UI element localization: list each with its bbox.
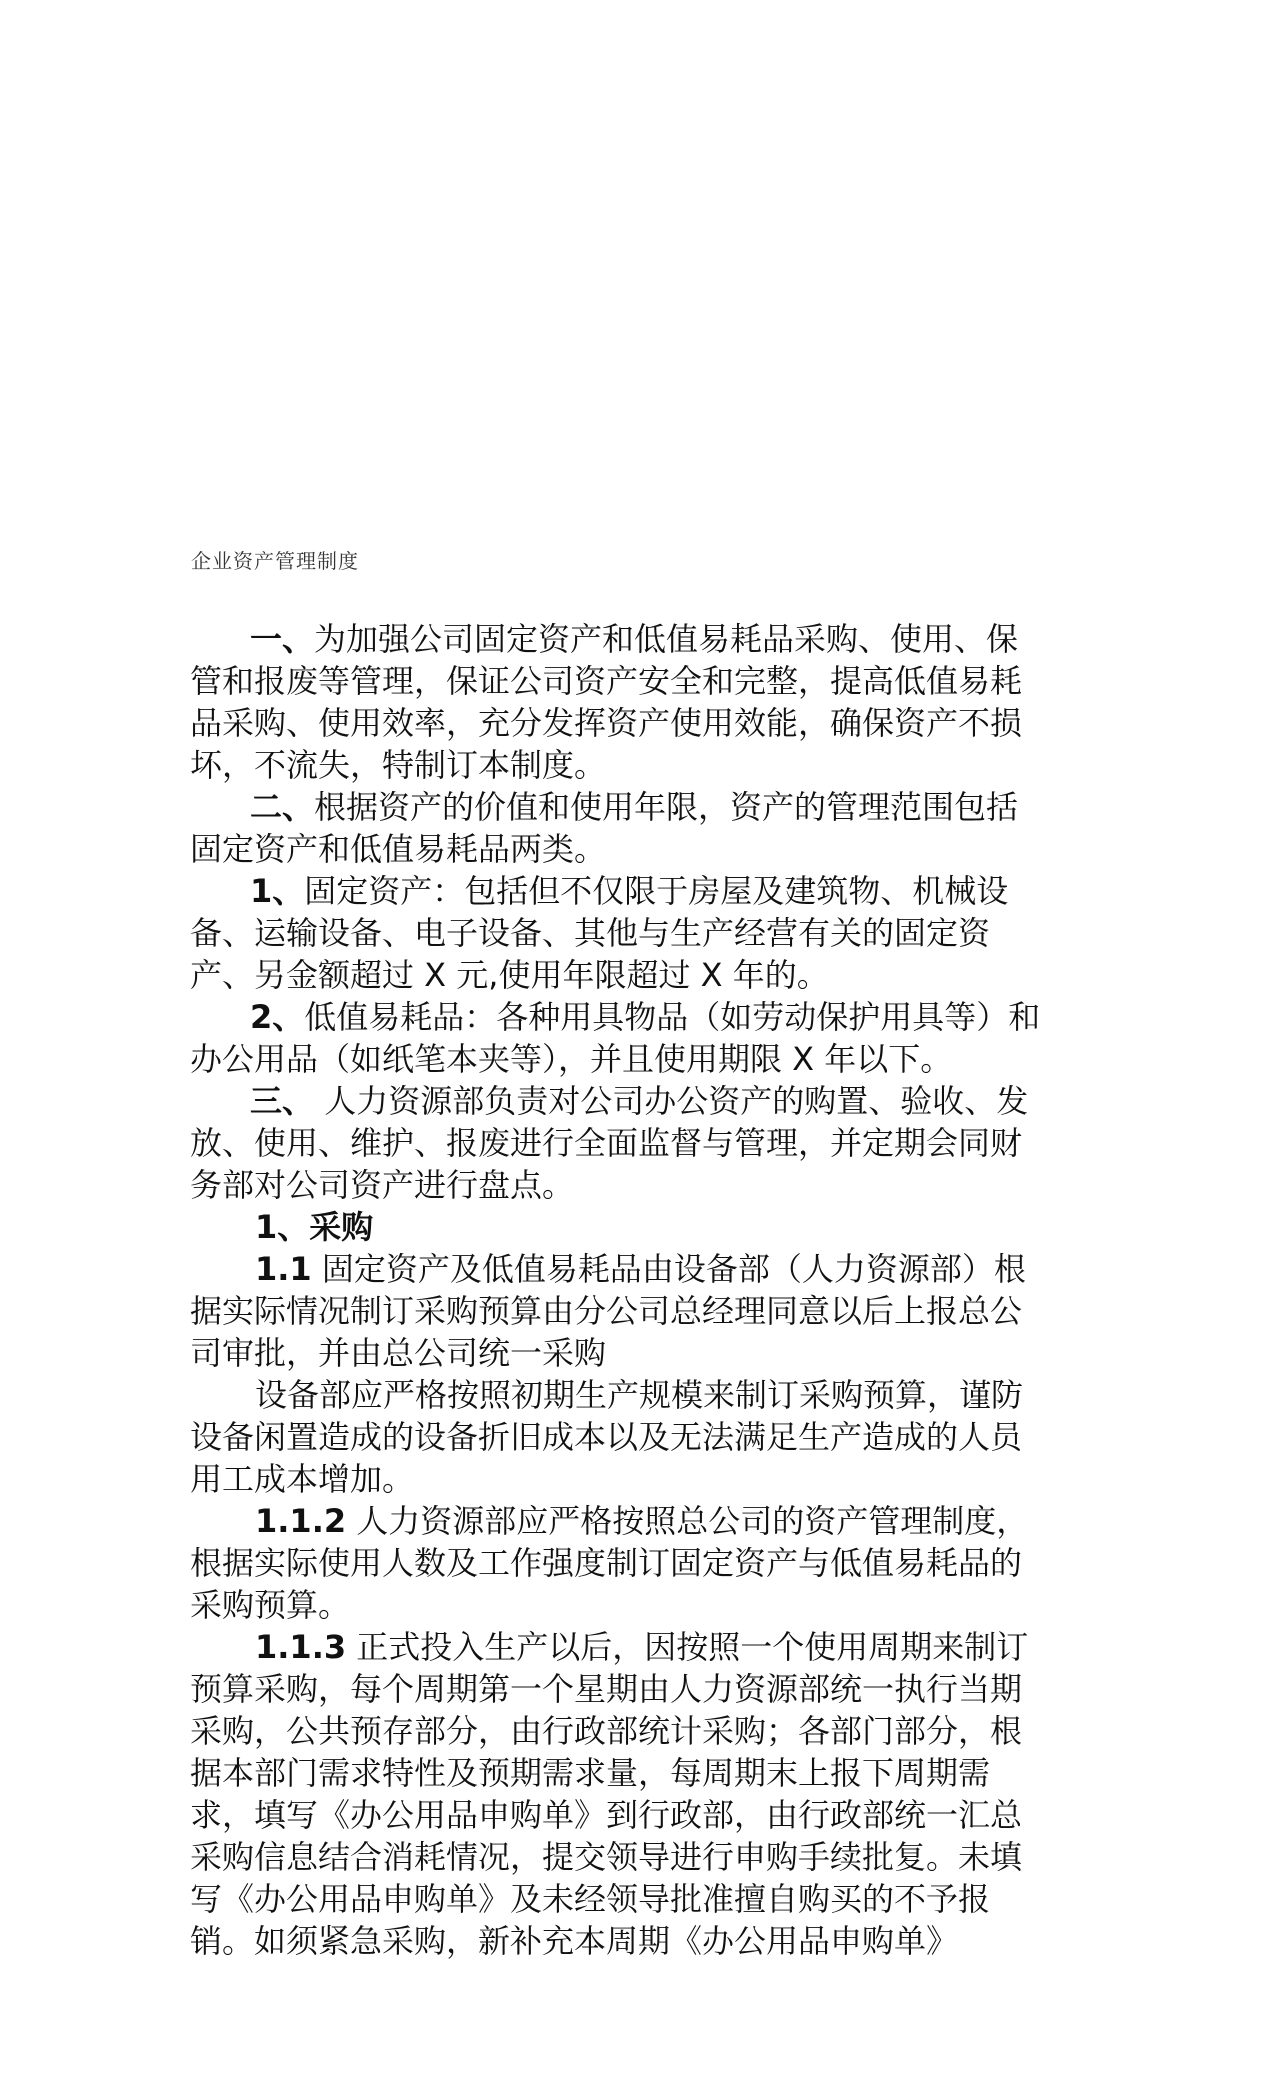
paragraph-text: 为加强公司固定资产和低值易耗品采购、使用、保管和报废等管理，保证公司资产安全和完整，提高低值易耗品采购、使用效率，充分发挥资产使用效能，确保资产不损坏，不流失，特制订本制度。 (190, 620, 1023, 784)
paragraph-text: 人力资源部应严格按照总公司的资产管理制度，根据实际使用人数及工作强度制订固定资产与低值易耗品的采购预算。 (190, 1502, 1029, 1624)
paragraph-text: 根据资产的价值和使用年限，资产的管理范围包括固定资产和低值易耗品两类。 (190, 788, 1019, 868)
paragraph-1-1-2 (190, 1500, 1048, 1626)
paragraph-label: 1、 (250, 872, 305, 910)
paragraph-label: 1.1.3 (255, 1628, 347, 1666)
paragraph-text: 低值易耗品：各种用具物品（如劳动保护用具等）和办公用品（如纸笔本夹等），并且使用期限 X 年以下。 (190, 998, 1041, 1078)
paragraph-label: 1.1 (255, 1250, 312, 1288)
section-heading-text: 1、采购 (255, 1208, 374, 1246)
paragraph-text: 人力资源部负责对公司办公资产的购置、验收、发放、使用、维护、报废进行全面监督与管理，并定期会同财务部对公司资产进行盘点。 (190, 1082, 1029, 1204)
document-body (190, 618, 1048, 1962)
section-heading-procurement (190, 1206, 1048, 1248)
paragraph-text: 固定资产及低值易耗品由设备部（人力资源部）根据实际情况制订采购预算由分公司总经理同意以后上报总公司审批，并由总公司统一采购 (190, 1250, 1026, 1372)
paragraph-label: 一、 (250, 620, 315, 658)
document-title: 企业资产管理制度 (191, 549, 359, 573)
paragraph-1-1 (190, 1248, 1048, 1374)
paragraph-scope (190, 786, 1048, 870)
paragraph-1-1-3 (190, 1626, 1048, 1962)
paragraph-purpose (190, 618, 1048, 786)
paragraph-text: 正式投入生产以后，因按照一个使用周期来制订预算采购，每个周期第一个星期由人力资源部统一执行当期采购，公共预存部分，由行政部统计采购；各部门部分，根据本部门需求特性及预期需求量，每周期末上报下周期需求，填写《办公用品申购单》到行政部，由行政部统一汇总采购信息结合消耗情况，提交领导进行申购手续批复。未填写《办公用品申购单》及未经领导批准擅自购买的不予报销。如须紧急采购，新补充本周期《办公用品申购单》 (190, 1628, 1029, 1960)
paragraph-label: 2、 (250, 998, 305, 1036)
paragraph-fixed-assets (190, 870, 1048, 996)
paragraph-label: 二、 (250, 788, 315, 826)
paragraph-label: 1.1.2 (255, 1502, 347, 1540)
paragraph-hr-responsibility (190, 1080, 1048, 1206)
paragraph-text: 设备部应严格按照初期生产规模来制订采购预算，谨防设备闲置造成的设备折旧成本以及无法满足生产造成的人员用工成本增加。 (190, 1376, 1024, 1498)
paragraph-label: 三、 (250, 1082, 315, 1120)
paragraph-equipment-budget (190, 1374, 1048, 1500)
paragraph-text: 固定资产：包括但不仅限于房屋及建筑物、机械设备、运输设备、电子设备、其他与生产经营有关的固定资产、另金额超过 X 元,使用年限超过 X 年的。 (190, 872, 1009, 994)
paragraph-consumables (190, 996, 1048, 1080)
